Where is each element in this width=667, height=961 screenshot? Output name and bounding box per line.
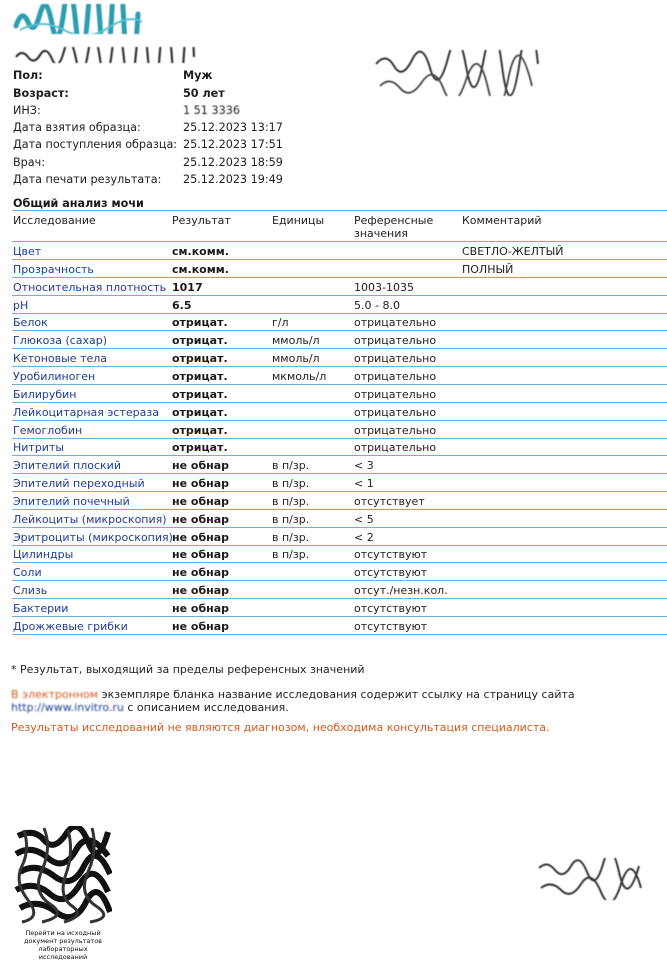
result-value: отрицат.	[172, 423, 228, 437]
age-value: 50 лет	[183, 87, 225, 100]
analysis-name[interactable]: Бактерии	[13, 602, 69, 615]
table-row	[12, 385, 667, 403]
doctor-signature	[372, 50, 542, 96]
units-value: в п/зр.	[272, 530, 310, 544]
row-rule	[12, 634, 667, 635]
table-row	[12, 403, 667, 421]
lab-name-scribble	[14, 47, 196, 63]
analysis-name[interactable]: Лейкоцитарная эстераза	[13, 405, 159, 419]
result-value: отрицат.	[172, 334, 228, 348]
header-result: Результат	[172, 214, 231, 227]
units-value: в п/зр.	[272, 512, 310, 526]
result-value: отрицат.	[172, 441, 228, 455]
inz-label: ИНЗ:	[13, 104, 41, 117]
analysis-name[interactable]: Слизь	[13, 584, 48, 598]
table-row	[12, 456, 667, 474]
result-value: отрицат.	[172, 316, 228, 330]
table-row	[12, 438, 667, 456]
table-row	[12, 599, 667, 617]
comment-value: ПОЛНЫЙ	[462, 262, 514, 276]
reference-value: отрицательно	[354, 352, 437, 366]
reference-value: 1003-1035	[354, 280, 414, 294]
reference-value: отрицательно	[354, 334, 437, 348]
sample-taken-value: 25.12.2023 13:17	[183, 121, 283, 134]
result-value: не обнар	[172, 477, 230, 491]
analysis-name[interactable]: Цвет	[13, 245, 42, 258]
analysis-name[interactable]: Лейкоциты (микроскопия)	[13, 512, 167, 526]
analysis-name[interactable]: Глюкоза (сахар)	[13, 334, 108, 348]
reference-value: отрицательно	[354, 441, 437, 455]
reference-value: < 3	[354, 459, 374, 473]
reference-value: отсут./незн.кол.	[354, 584, 448, 598]
sample-received-value: 25.12.2023 17:51	[183, 138, 283, 151]
reference-value: < 5	[354, 512, 374, 526]
units-value: ммоль/л	[272, 352, 320, 366]
analysis-name[interactable]: Эпителий переходный	[13, 477, 145, 491]
result-value: см.комм.	[172, 245, 229, 258]
result-value: отрицат.	[172, 387, 228, 401]
sample-taken-label: Дата взятия образца:	[13, 121, 141, 134]
reference-value: < 2	[354, 530, 374, 544]
sex-value: Муж	[183, 69, 213, 82]
table-row	[12, 349, 667, 367]
table-row	[12, 563, 667, 581]
result-value: 6.5	[172, 298, 192, 312]
result-value: отрицат.	[172, 369, 228, 383]
doctor-value: 25.12.2023 18:59	[183, 156, 283, 169]
table-row	[12, 313, 667, 331]
result-value: не обнар	[172, 584, 230, 598]
result-value: отрицат.	[172, 405, 228, 419]
table-row	[12, 296, 667, 314]
sample-received-label: Дата поступления образца:	[13, 138, 178, 151]
header-reference: Референсные значения	[354, 214, 434, 240]
analysis-name[interactable]: pH	[13, 298, 29, 312]
header-name: Исследование	[13, 214, 96, 227]
print-date-label: Дата печати результата:	[13, 173, 162, 186]
link-note-text2: с описанием исследования.	[127, 701, 289, 714]
reference-value: отсутствуют	[354, 566, 428, 580]
qr-code[interactable]	[14, 826, 112, 924]
link-note-prefix: В электронном	[11, 688, 99, 701]
reference-value: отрицательно	[354, 387, 437, 401]
result-value: не обнар	[172, 602, 230, 615]
analysis-name[interactable]: Белок	[13, 316, 48, 330]
disclaimer: Результаты исследований не являются диагнозом, необходима консультация специалиста.	[11, 721, 550, 734]
table-top-rule	[12, 210, 667, 211]
units-value: в п/зр.	[272, 477, 310, 491]
result-value: 1017	[172, 280, 203, 294]
result-value: не обнар	[172, 459, 230, 473]
table-row	[12, 331, 667, 349]
reference-value: отрицательно	[354, 423, 437, 437]
units-value: в п/зр.	[272, 459, 310, 473]
reference-value: < 1	[354, 477, 374, 491]
result-value: см.комм.	[172, 262, 229, 276]
result-value: не обнар	[172, 530, 230, 544]
table-row	[12, 510, 667, 528]
analysis-title: Общий анализ мочи	[13, 197, 144, 210]
analysis-name[interactable]: Уробилиноген	[13, 369, 96, 383]
analysis-name[interactable]: Билирубин	[13, 387, 77, 401]
table-row	[12, 278, 667, 296]
analysis-name[interactable]: Прозрачность	[13, 262, 94, 276]
table-row	[12, 242, 667, 260]
analysis-name[interactable]: Эпителий почечный	[13, 494, 130, 508]
comment-value: СВЕТЛО-ЖЕЛТЫЙ	[462, 245, 564, 258]
link-note	[11, 688, 611, 714]
footnote: * Результат, выходящий за пределы референсных значений	[11, 663, 365, 676]
result-value: не обнар	[172, 566, 230, 580]
table-row	[12, 421, 667, 439]
site-link[interactable]: http://www.invitro.ru	[11, 701, 124, 714]
analysis-name[interactable]: Эпителий плоский	[13, 459, 121, 473]
units-value: ммоль/л	[272, 334, 320, 348]
table-row	[12, 474, 667, 492]
result-value: не обнар	[172, 494, 230, 508]
reference-value: отсутствуют	[354, 602, 428, 615]
table-row	[12, 617, 667, 635]
analysis-name[interactable]: Кетоновые тела	[13, 352, 108, 366]
age-label: Возраст:	[13, 87, 69, 100]
signature-stamp	[535, 858, 645, 900]
table-row	[12, 545, 667, 563]
reference-value: отрицательно	[354, 405, 437, 419]
result-value: не обнар	[172, 512, 230, 526]
reference-value: отрицательно	[354, 316, 437, 330]
units-value: в п/зр.	[272, 548, 310, 562]
units-value: в п/зр.	[272, 494, 310, 508]
table-row	[12, 581, 667, 599]
reference-value: отсутствуют	[354, 619, 428, 633]
analysis-name[interactable]: Относительная плотность	[13, 280, 167, 294]
result-value: не обнар	[172, 548, 230, 562]
reference-value: отсутствует	[354, 494, 425, 508]
doctor-label: Врач:	[13, 156, 46, 169]
units-value: мкмоль/л	[272, 369, 327, 383]
analysis-name[interactable]: Цилиндры	[13, 548, 74, 562]
header-comment: Комментарий	[462, 214, 542, 227]
table-row	[12, 528, 667, 546]
analysis-name[interactable]: Гемоглобин	[13, 423, 83, 437]
inz-value: 1 51 3336	[183, 104, 240, 117]
result-value: не обнар	[172, 619, 230, 633]
table-row	[12, 492, 667, 510]
print-date-value: 25.12.2023 19:49	[183, 173, 283, 186]
qr-caption: Перейти на исходный документ результатов лабораторных исследований	[23, 929, 103, 961]
link-note-text: экземпляре бланка название исследования содержит ссылку на страницу сайта	[101, 688, 575, 701]
table-row	[12, 260, 667, 278]
analysis-name[interactable]: Соли	[13, 566, 42, 580]
lab-logo	[12, 4, 146, 34]
analysis-name[interactable]: Эритроциты (микроскопия)	[13, 530, 173, 544]
sex-label: Пол:	[13, 69, 43, 82]
analysis-name[interactable]: Дрожжевые грибки	[13, 619, 128, 633]
analysis-name[interactable]: Нитриты	[13, 441, 65, 455]
reference-value: 5.0 - 8.0	[354, 298, 400, 312]
table-row	[12, 367, 667, 385]
units-value: г/л	[272, 316, 289, 330]
reference-value: отрицательно	[354, 369, 437, 383]
reference-value: отсутствуют	[354, 548, 428, 562]
result-value: отрицат.	[172, 352, 228, 366]
header-units: Единицы	[272, 214, 325, 227]
